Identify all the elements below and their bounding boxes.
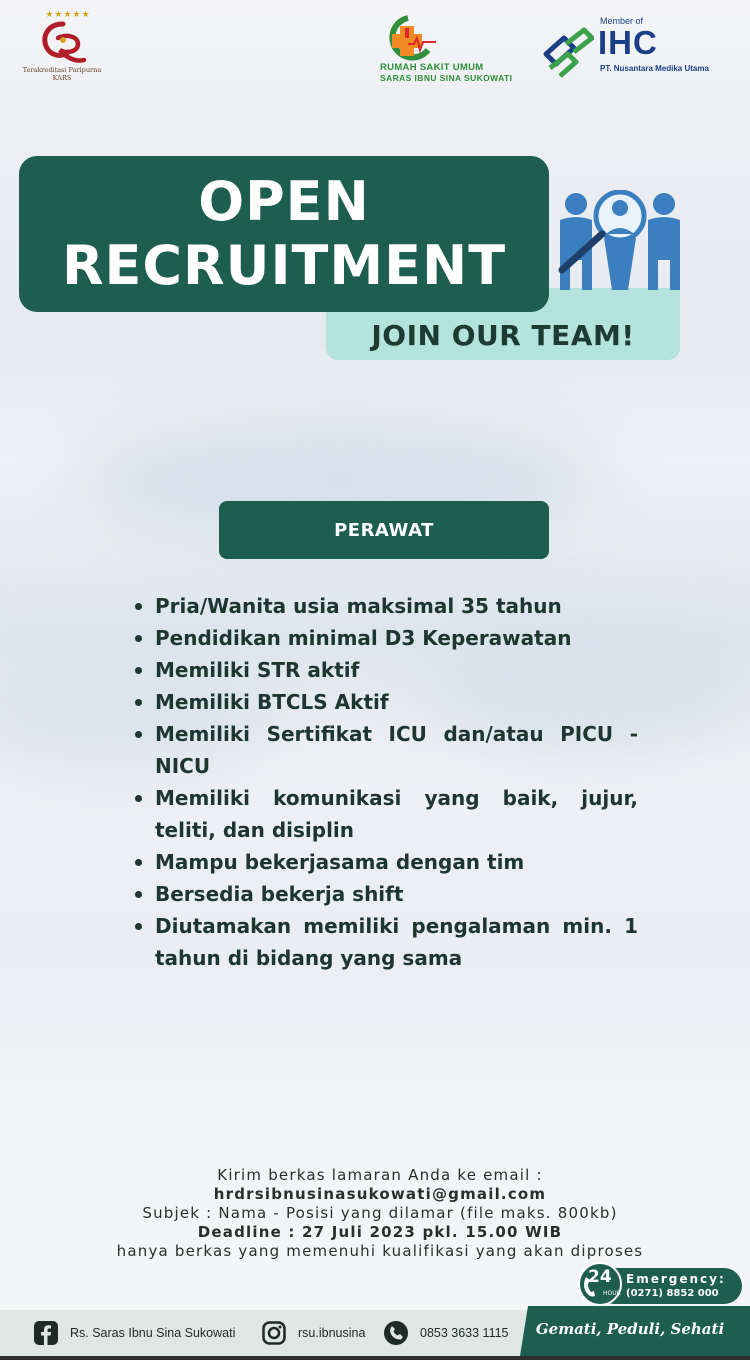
ihc-name: IHC (598, 24, 658, 61)
kars-label (16, 66, 108, 82)
hospital-name-line2: SARAS IBNU SINA SUKOWATI (380, 73, 513, 83)
facebook-link[interactable] (34, 1321, 235, 1345)
position-title (219, 501, 549, 559)
hero-line1: OPEN (198, 170, 370, 233)
facebook-icon (34, 1321, 58, 1345)
facebook-label: Rs. Saras Ibnu Sina Sukowati (70, 1326, 236, 1340)
hospital-emblem-icon (378, 12, 438, 62)
hours-text: 24 (588, 1267, 612, 1287)
apply-email[interactable]: hrdrsibnusinasukowati@gmail.com (213, 1185, 547, 1203)
kars-logo (16, 10, 108, 90)
list-item: Pendidikan minimal D3 Keperawatan (133, 622, 638, 654)
kars-sub-text: KARS (52, 74, 72, 82)
instagram-icon (262, 1321, 286, 1345)
recruitment-people-icon (552, 190, 688, 294)
ihc-logo (540, 14, 740, 84)
hours-label: HOUR (603, 1290, 621, 1297)
phone-icon (384, 1321, 408, 1345)
emergency-badge (578, 1262, 742, 1306)
instagram-label: rsu.ibnusina (298, 1326, 366, 1340)
hospital-logo (378, 12, 538, 86)
list-item: Bersedia bekerja shift (133, 878, 638, 910)
apply-note: hanya berkas yang memenuhi kualifikasi yang akan diproses (116, 1242, 644, 1260)
apply-deadline: Deadline : 27 Juli 2023 pkl. 15.00 WIB (197, 1223, 563, 1241)
list-item: Memiliki BTCLS Aktif (133, 686, 638, 718)
emergency-phone[interactable]: (0271) 8852 000 (626, 1288, 719, 1299)
instagram-link[interactable] (262, 1321, 365, 1345)
whatsapp-label: 0853 3633 1115 (420, 1326, 509, 1340)
requirements-list (133, 590, 638, 974)
apply-subject: Subjek : Nama - Posisi yang dilamar (file maks. 800kb) (142, 1204, 618, 1222)
ihc-company: PT. Nusantara Medika Utama (600, 64, 709, 73)
list-item: Memiliki Sertifikat ICU dan/atau PICU - NICU (133, 718, 638, 782)
hospital-name-line1: RUMAH SAKIT UMUM (380, 62, 484, 73)
apply-instruction: Kirim berkas lamaran Anda ke email : (217, 1166, 543, 1184)
kars-emblem-icon (36, 20, 90, 66)
list-item: Diutamakan memiliki pengalaman min. 1 tahun di bidang yang sama (133, 910, 638, 974)
whatsapp-link[interactable] (384, 1321, 509, 1345)
bottom-bar (0, 1356, 750, 1360)
ihc-emblem-icon (540, 24, 594, 80)
open-recruitment-banner (19, 156, 549, 312)
tagline: Gemati, Peduli, Sehati (535, 1320, 725, 1338)
list-item: Memiliki STR aktif (133, 654, 638, 686)
emergency-label: Emergency: (626, 1272, 726, 1286)
application-info (90, 1166, 670, 1261)
join-our-team-text: JOIN OUR TEAM! (371, 318, 635, 352)
list-item: Memiliki komunikasi yang baik, jujur, teliti, dan disiplin (133, 782, 638, 846)
phone-24-icon (578, 1262, 622, 1306)
kars-label-text: Terakreditasi Paripurna (22, 66, 102, 74)
list-item: Mampu bekerjasama dengan tim (133, 846, 638, 878)
stars-icon: ★★★★★ (45, 10, 91, 20)
list-item: Pria/Wanita usia maksimal 35 tahun (133, 590, 638, 622)
position-title-text: PERAWAT (334, 519, 434, 541)
hero-line2: RECRUITMENT (61, 234, 507, 297)
member-of-label: Member of (600, 16, 644, 26)
